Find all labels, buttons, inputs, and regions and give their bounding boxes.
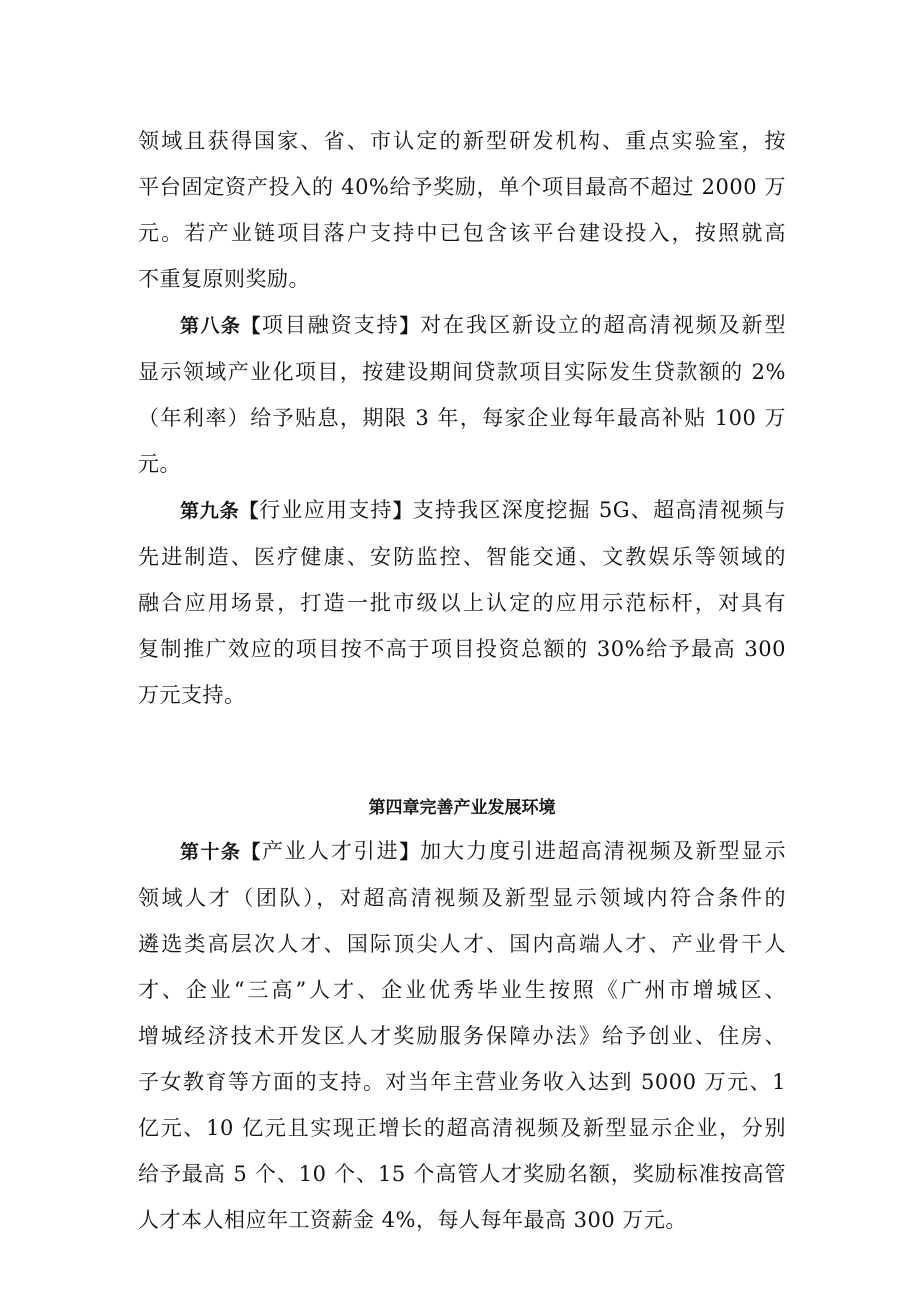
article-10-first-line bbox=[138, 828, 786, 875]
text-line: 加大力度引进超高清视频及新型显示 bbox=[420, 839, 786, 863]
article-9-bracket: 】 bbox=[392, 500, 413, 522]
text-line: 才、企业“三高”人才、企业优秀毕业生按照《广州市增城区、 bbox=[138, 978, 786, 1002]
article-10-title: 产业人才引进 bbox=[261, 839, 400, 863]
article-9-first-line bbox=[138, 487, 786, 534]
text-line: 子女教育等方面的支持。对当年主营业务收入达到 5000 万元、1 bbox=[138, 1070, 786, 1094]
text-line: 万元支持。 bbox=[138, 683, 246, 707]
article-10 bbox=[138, 828, 786, 1243]
text-line: （年利率）给予贴息，期限 3 年，每家企业每年最高补贴 100 万 bbox=[138, 406, 786, 430]
article-10-bracket: 】 bbox=[399, 841, 421, 863]
article-8-title: 项目融资支持 bbox=[261, 313, 400, 337]
text-line: 平台固定资产投入的 40%给予奖励，单个项目最高不超过 2000 万 bbox=[138, 175, 786, 199]
chapter-heading: 第四章完善产业发展环境 bbox=[368, 798, 556, 818]
article-9-title: 行业应用支持 bbox=[259, 498, 393, 522]
article-9 bbox=[138, 487, 786, 718]
text-line: 元。若产业链项目落户支持中已包含该平台建设投入，按照就高 bbox=[138, 221, 786, 245]
text-line: 领域人才（团队），对超高清视频及新型显示领域内符合条件的 bbox=[138, 886, 786, 910]
article-10-heading: 第十条【 bbox=[180, 841, 262, 863]
text-line: 支持我区深度挖掘 5G、超高清视频与 bbox=[412, 498, 786, 522]
text-line: 复制推广效应的项目按不高于项目投资总额的 30%给予最高 300 bbox=[138, 637, 786, 661]
text-line: 遴选类高层次人才、国际顶尖人才、国内高端人才、产业骨干人 bbox=[138, 932, 786, 956]
text-line: 人才本人相应年工资薪金 4%，每人每年最高 300 万元。 bbox=[138, 1208, 687, 1232]
paragraph-platform-award bbox=[138, 118, 786, 302]
article-8 bbox=[138, 302, 786, 487]
article-8-bracket: 】 bbox=[399, 315, 421, 337]
text-line: 融合应用场景，打造一批市级以上认定的应用示范标杆，对具有 bbox=[138, 591, 786, 615]
article-8-heading: 第八条【 bbox=[180, 315, 262, 337]
text-line: 增城经济技术开发区人才奖励服务保障办法》给予创业、住房、 bbox=[138, 1024, 786, 1048]
text-line: 元。 bbox=[138, 452, 181, 476]
text-line: 显示领域产业化项目，按建设期间贷款项目实际发生贷款额的 2% bbox=[138, 360, 786, 384]
text-line: 对在我区新设立的超高清视频及新型 bbox=[420, 313, 786, 337]
text-line: 领域且获得国家、省、市认定的新型研发机构、重点实验室，按 bbox=[138, 129, 786, 153]
document-page bbox=[138, 118, 786, 1243]
text-line: 给予最高 5 个、10 个、15 个高管人才奖励名额，奖励标准按高管 bbox=[138, 1162, 786, 1186]
text-line: 先进制造、医疗健康、安防监控、智能交通、文教娱乐等领域的 bbox=[138, 545, 786, 569]
article-9-heading: 第九条【 bbox=[180, 500, 260, 522]
text-line: 亿元、10 亿元且实现正增长的超高清视频及新型显示企业，分别 bbox=[138, 1116, 786, 1140]
article-8-first-line bbox=[138, 302, 786, 349]
text-line: 不重复原则奖励。 bbox=[138, 267, 310, 291]
